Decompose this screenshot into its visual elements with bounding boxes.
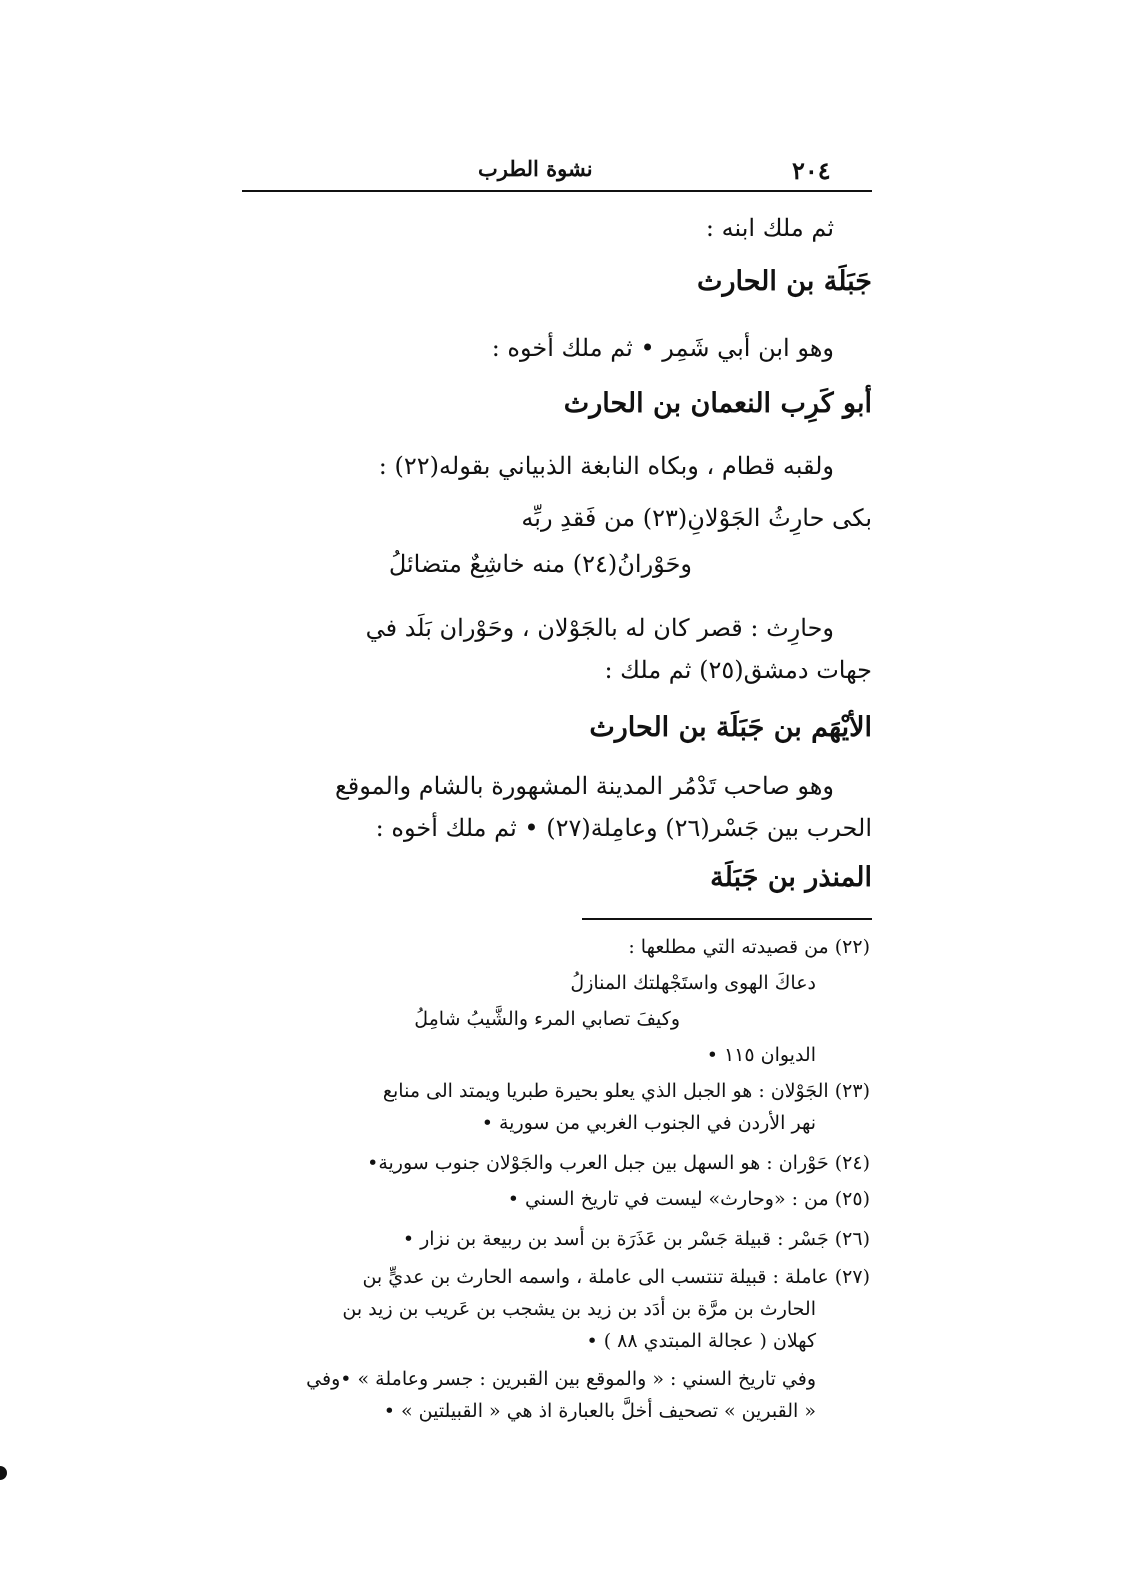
footnote-line: (٢٥) من : «وحارث» ليست في تاريخ السني • <box>507 1188 870 1210</box>
body-line: الحرب بين جَسْر(٢٦) وعامِلة(٢٧) • ثم ملك أخوه : <box>375 814 872 842</box>
footnote-rule <box>582 918 872 920</box>
footnote-line: نهر الأردن في الجنوب الغربي من سورية • <box>481 1112 816 1134</box>
body-line: وحارِث : قصر كان له بالجَوْلان ، وحَوْران بَلَد في <box>365 614 834 642</box>
section-heading: الأيْهَم بن جَبَلَة بن الحارث <box>589 712 872 743</box>
body-line: وهو ابن أبي شَمِر • ثم ملك أخوه : <box>491 334 834 362</box>
footnote-line: الديوان ١١٥ • <box>706 1044 816 1066</box>
scan-edge-mark <box>0 1466 7 1480</box>
footnote-line: وفي تاريخ السني : « والموقع بين القبرين : جسر وعاملة » •وفي <box>306 1368 816 1390</box>
body-line: وهو صاحب تَدْمُر المدينة المشهورة بالشام والموقع <box>335 772 834 800</box>
verse-line: وحَوْرانُ(٢٤) منه خاشِعٌ متضائلُ <box>388 550 692 578</box>
verse-line: بكى حارِثُ الجَوْلانِ(٢٣) من فَقدِ ربِّه <box>521 504 872 532</box>
section-heading: المنذر بن جَبَلَة <box>710 862 872 893</box>
body-line: جهات دمشق(٢٥) ثم ملك : <box>604 656 872 684</box>
footnote-line: (٢٢) من قصيدته التي مطلعها : <box>628 936 870 958</box>
page-number: ٢٠٤ <box>792 156 831 185</box>
body-line: ولقبه قطام ، وبكاه النابغة الذبياني بقوله(٢٢) : <box>378 452 834 480</box>
footnote-verse: وكيفَ تصابي المرء والشَّيبُ شامِلُ <box>414 1008 680 1030</box>
footnote-line: الحارث بن مرَّة بن أدَد بن زيد بن يشجب بن عَريب بن زيد بن <box>342 1298 816 1320</box>
section-heading: أبو كَرِب النعمان بن الحارث <box>563 388 872 419</box>
footnote-line: « القبرين » تصحيف أخلَّ بالعبارة اذ هي « القبيلتين » • <box>383 1400 816 1422</box>
footnote-line: (٢٦) جَسْر : قبيلة جَسْر بن عَذَرَة بن أسد بن ربيعة بن نزار • <box>402 1228 870 1250</box>
running-title: نشوة الطرب <box>478 156 593 181</box>
footnote-line: (٢٤) حَوْران : هو السهل بين جبل العرب والجَوْلان جنوب سورية• <box>367 1152 870 1174</box>
header-rule <box>242 190 872 192</box>
body-line: ثم ملك ابنه : <box>705 214 834 242</box>
section-heading: جَبَلَة بن الحارث <box>697 266 872 297</box>
footnote-line: (٢٣) الجَوْلان : هو الجبل الذي يعلو بحيرة طبريا ويمتد الى منابع <box>382 1080 870 1102</box>
footnote-line: كهلان ( عجالة المبتدي ٨٨ ) • <box>586 1330 816 1352</box>
footnote-line: (٢٧) عاملة : قبيلة تنتسب الى عاملة ، واسمه الحارث بن عديٍّ بن <box>362 1266 870 1288</box>
footnote-verse: دعاكَ الهوى واستَجْهلتك المنازلُ <box>570 972 816 994</box>
